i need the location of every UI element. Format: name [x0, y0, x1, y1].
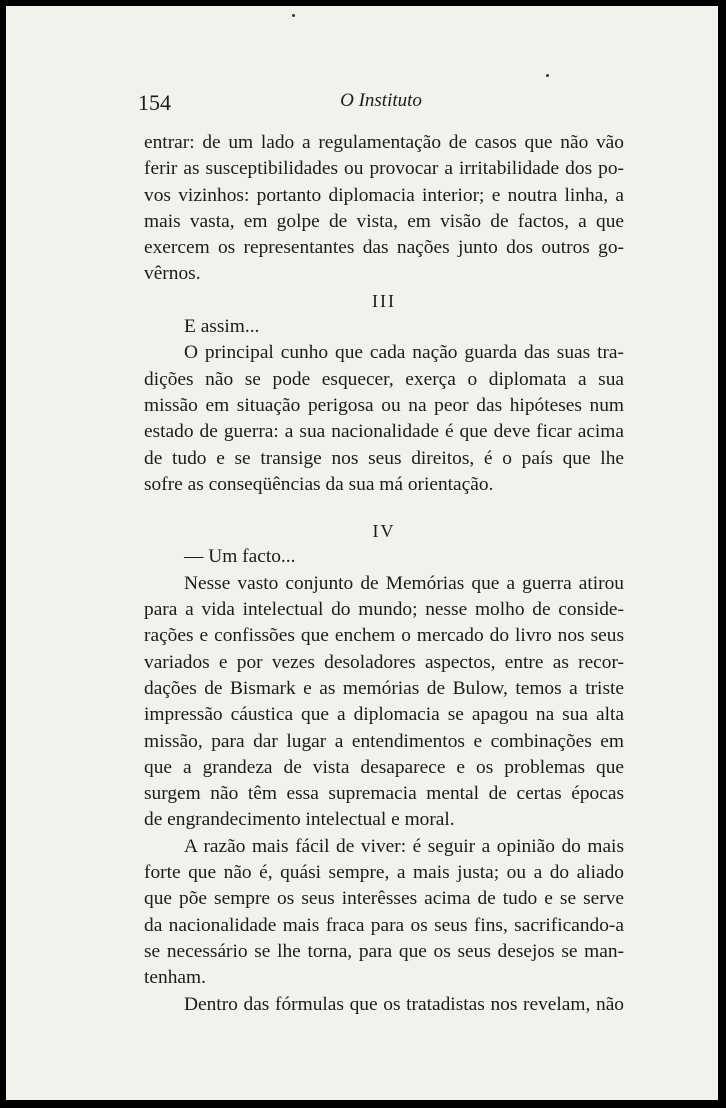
- text-line: A razão mais fácil de viver: é seguir a opinião do mais: [184, 835, 624, 857]
- text-line: dições não se pode esquecer, exerça o diplomata a sua: [144, 368, 624, 390]
- section-heading: III: [372, 290, 396, 311]
- text-line: variados e por vezes desoladores aspectos, entre as recor-: [144, 651, 624, 673]
- text-line: estado de guerra: a sua nacionalidade é que deve ficar acima: [144, 421, 624, 443]
- text-line: ferir as susceptibilidades ou provocar a irritabilidade dos po-: [144, 158, 624, 180]
- text-line: da nacionalidade mais fraca para os seus fins, sacrificando-a: [144, 914, 624, 936]
- text-line: sofre as conseqüências da sua má orientação.: [144, 473, 494, 495]
- running-title: O Instituto: [340, 90, 422, 111]
- text-line: missão em situação perigosa ou na peor das hipóteses num: [144, 394, 624, 416]
- text-line: vêrnos.: [144, 263, 201, 285]
- text-line: de tudo e se transige nos seus direitos, é o país que lhe: [144, 447, 624, 469]
- text-line: surgem não têm essa supremacia mental de certas épocas: [144, 783, 624, 805]
- print-speck: [546, 74, 549, 77]
- text-line: para a vida intelectual do mundo; nesse molho de conside-: [144, 599, 624, 621]
- print-speck: [292, 14, 295, 17]
- text-line: se necessário se lhe torna, para que os seus desejos se man-: [144, 940, 624, 962]
- text-line: de engrandecimento intelectual e moral.: [144, 809, 455, 831]
- text-line: vos vizinhos: portanto diplomacia interior; e noutra linha, a: [144, 184, 624, 206]
- paragraph: [144, 571, 624, 834]
- section-opening: E assim...: [184, 316, 260, 338]
- text-line: Nesse vasto conjunto de Memórias que a guerra atirou: [184, 572, 624, 594]
- text-line: forte que não é, quási sempre, a mais justa; ou a do aliado: [144, 862, 624, 884]
- text-line: dações de Bismark e as memórias de Bulow, temos a triste: [144, 677, 624, 699]
- book-page: [6, 6, 718, 1100]
- text-line: que põe sempre os seus interêsses acima de tudo e se serve: [144, 888, 624, 910]
- text-line: Dentro das fórmulas que os tratadistas nos revelam, não: [184, 993, 624, 1015]
- section-gap: [144, 498, 624, 518]
- text-line: exercem os representantes das nações junto dos outros go-: [144, 237, 624, 259]
- text-line: rações e confissões que enchem o mercado do livro nos seus: [144, 625, 624, 647]
- page-header: [138, 90, 624, 116]
- text-line: missão, para dar lugar a entendimentos e combinações em: [144, 730, 624, 752]
- text-line: mais vasta, em golpe de vista, em visão de factos, a que: [144, 210, 624, 232]
- text-line: que a grandeza de vista desaparece e os problemas que: [144, 756, 624, 778]
- text-line: impressão cáustica que a diplomacia se apagou na sua alta: [144, 704, 624, 726]
- section-opening: — Um facto...: [184, 546, 296, 568]
- text-line: entrar: de um lado a regulamentação de casos que não vão: [144, 132, 624, 153]
- paragraph: [144, 130, 624, 288]
- paragraph: [144, 340, 624, 498]
- paragraph: [144, 992, 624, 1018]
- text-line: tenham.: [144, 967, 206, 989]
- paragraph: [144, 834, 624, 992]
- text-line: O principal cunho que cada nação guarda das suas tra-: [184, 342, 624, 364]
- section-heading: IV: [372, 521, 396, 542]
- body-text: [144, 130, 624, 1018]
- page-number: 154: [138, 90, 171, 115]
